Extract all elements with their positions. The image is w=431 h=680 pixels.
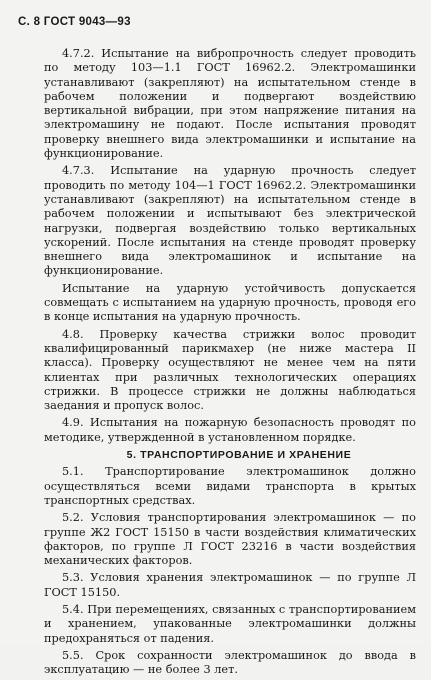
paragraph-5-2: 5.2. Условия транспортирования электромашинок — по группе Ж2 ГОСТ 15150 в части воздействия климатических факторов, по группе Л ГОСТ 23216 в части воздействия механических факторов. [44,511,416,568]
document-body [44,47,416,680]
paragraph-4-7-3: 4.7.3. Испытание на ударную прочность следует проводить по методу 104—1 ГОСТ 16962.2. Электромашинки устанавливают (закрепляют) на испытательном стенде в рабочем положении и испытывают без электрической нагрузки, подвергая воздействию только вертикальных ускорений. После испытания на стенде проводят проверку внешнего вида электромашинок и испытание на функционирование. [44,164,416,278]
paragraph-4-7-2: 4.7.2. Испытание на вибропрочность следует проводить по методу 103—1.1 ГОСТ 16962.2. Электромашинки устанавливают (закрепляют) на испытательном стенде в рабочем положении и подвергают воздействию вертикальной вибрации, при этом напряжение питания на электромашину не подают. После испытания проводят проверку внешнего вида электромашинки и испытание на функционирование. [44,47,416,161]
paragraph-5-3: 5.3. Условия хранения электромашинок — по группе Л ГОСТ 15150. [44,571,416,599]
paragraph-5-5: 5.5. Срок сохранности электромашинок до ввода в эксплуатацию — не более 3 лет. [44,648,416,677]
paragraph-4-9: 4.9. Испытания на пожарную безопасность проводят по методике, утвержденной в установленном порядке. [44,416,416,444]
paragraph-5-1: 5.1. Транспортирование электромашинок должно осуществляться всеми видами транспорта в крытых транспортных средствах. [44,465,416,507]
paragraph-4-8: 4.8. Проверку качества стрижки волос проводит квалифицированный парикмахер (не ниже мастера II класса). Проверку осуществляют не менее чем на пяти клиентах при различных технологических операциях стрижки. В процессе стрижки не должны наблюдаться заедания и пропуск волос. [44,327,416,413]
paragraph-shock-stability: Испытание на ударную устойчивость допускается совмещать с испытанием на ударную прочность, проводя его в конце испытания на ударную прочность. [44,281,416,324]
page-header: С. 8 ГОСТ 9043—93 [18,16,131,28]
paragraph-5-4: 5.4. При перемещениях, связанных с транспортированием и хранением, упакованные электромашинки должны предохраняться от падения. [44,602,416,645]
section-5-heading: 5. ТРАНСПОРТИРОВАНИЕ И ХРАНЕНИЕ [126,449,352,462]
